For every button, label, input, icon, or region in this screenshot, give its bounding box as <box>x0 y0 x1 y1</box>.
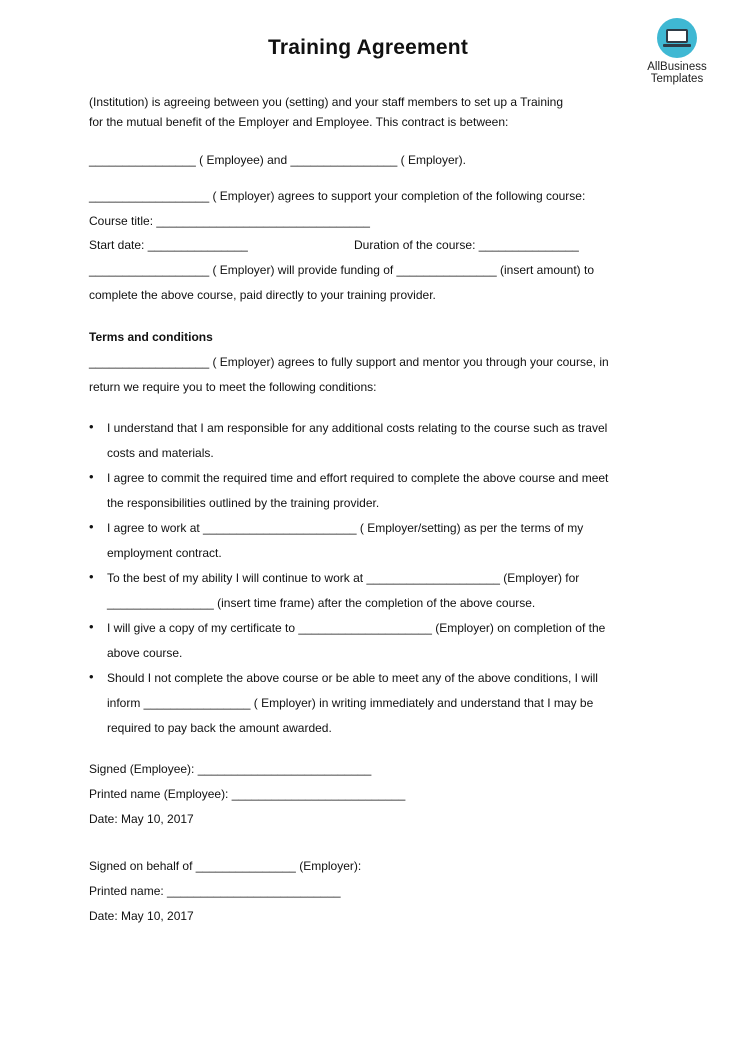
condition-5-line-1: I will give a copy of my certificate to ____________________ (Employer) on completion of the <box>107 621 606 635</box>
funding-line-2: complete the above course, paid directly to your training provider. <box>89 288 436 302</box>
condition-6-line-2: inform ________________ ( Employer) in writing immediately and understand that I may be <box>107 696 594 710</box>
printed-employee-line: Printed name (Employee): __________________________ <box>89 787 406 801</box>
condition-2-line-2: the responsibilities outlined by the training provider. <box>107 496 380 510</box>
start-date-line: Start date: _______________ <box>89 238 248 252</box>
funding-line-1: __________________ ( Employer) will provide funding of _______________ (insert amount) to <box>89 263 595 277</box>
laptop-icon <box>657 18 697 58</box>
bullet-icon: • <box>89 419 94 434</box>
logo-text-line2: Templates <box>650 73 704 85</box>
condition-1-line-1: I understand that I am responsible for any additional costs relating to the course such as travel <box>107 421 608 435</box>
condition-3-line-2: employment contract. <box>107 546 222 560</box>
parties-line: ________________ ( Employee) and ________________ ( Employer). <box>89 153 466 167</box>
bullet-icon: • <box>89 569 94 584</box>
signed-employee-line: Signed (Employee): __________________________ <box>89 762 372 776</box>
document-title: Training Agreement <box>267 36 469 59</box>
brand-logo <box>640 18 714 85</box>
condition-6-line-1: Should I not complete the above course or be able to meet any of the above conditions, I will <box>107 671 598 685</box>
logo-text-line1: AllBusiness <box>647 61 707 73</box>
support-line: __________________ ( Employer) agrees to support your completion of the following course: <box>89 189 586 203</box>
terms-intro-line-1: __________________ ( Employer) agrees to fully support and mentor you through your course, in <box>89 355 609 369</box>
terms-heading: Terms and conditions <box>89 330 213 344</box>
date-employer-line: Date: May 10, 2017 <box>89 909 194 923</box>
condition-2-line-1: I agree to commit the required time and effort required to complete the above course and meet <box>107 471 609 485</box>
duration-line: Duration of the course: _______________ <box>354 238 579 252</box>
date-employee-line: Date: May 10, 2017 <box>89 812 194 826</box>
condition-3-line-1: I agree to work at _______________________ ( Employer/setting) as per the terms of my <box>107 521 584 535</box>
intro-line-2: for the mutual benefit of the Employer and Employee. This contract is between: <box>89 115 509 129</box>
terms-intro-line-2: return we require you to meet the following conditions: <box>89 380 377 394</box>
bullet-icon: • <box>89 519 94 534</box>
intro-line-1: (Institution) is agreeing between you (setting) and your staff members to set up a Training <box>89 95 564 109</box>
bullet-icon: • <box>89 619 94 634</box>
condition-1-line-2: costs and materials. <box>107 446 214 460</box>
course-title-line: Course title: ________________________________ <box>89 214 370 228</box>
printed-employer-line: Printed name: __________________________ <box>89 884 341 898</box>
condition-4-line-1: To the best of my ability I will continue to work at ____________________ (Employer) for <box>107 571 580 585</box>
bullet-icon: • <box>89 469 94 484</box>
bullet-icon: • <box>89 669 94 684</box>
condition-6-line-3: required to pay back the amount awarded. <box>107 721 332 735</box>
signed-employer-line: Signed on behalf of _______________ (Employer): <box>89 859 362 873</box>
condition-4-line-2: ________________ (insert time frame) after the completion of the above course. <box>107 596 536 610</box>
condition-5-line-2: above course. <box>107 646 183 660</box>
